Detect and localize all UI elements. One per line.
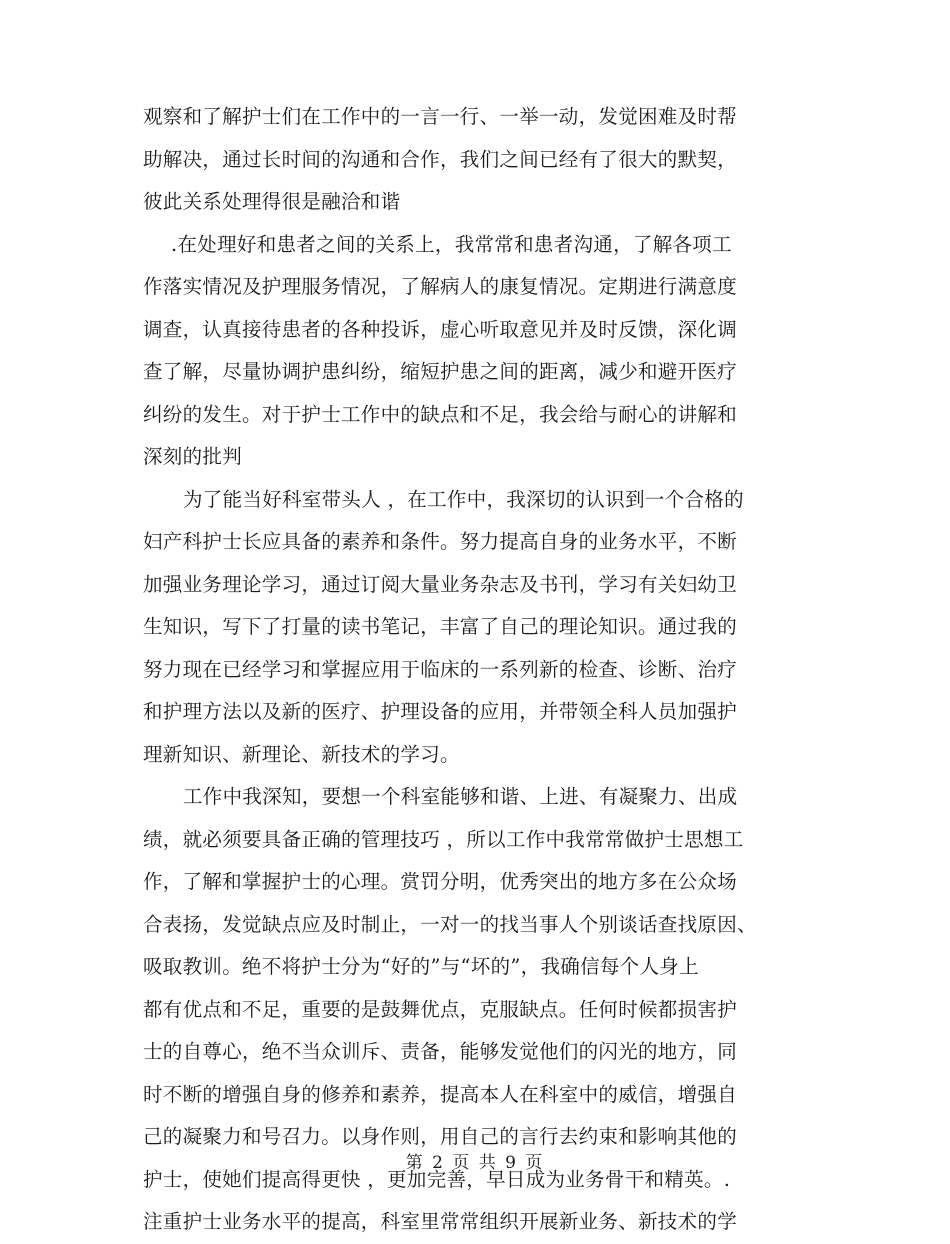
text-line: 加强业务理论学习，通过订阅大量业务杂志及书刊，学习有关妇幼卫 [143,572,738,596]
text-line: 理新知识、新理论、新技术的学习。 [143,742,460,766]
text-line: 作，了解和掌握护士的心理。赏罚分明，优秀突出的地方多在公众场 [143,870,738,893]
text-line: 注重护士业务水平的提高，科室里常常组织开展新业务、新技术的学 [143,1210,738,1233]
text-line: 生知识，写下了打量的读书笔记，丰富了自己的理论知识。通过我的 [143,615,738,638]
text-line: 护士，使她们提高得更快 ，更加完善，早日成为业务骨干和精英。. [143,1167,731,1191]
text-line: 调查，认真接待患者的各种投诉，虚心听取意见并及时反馈，深化调 [143,317,738,341]
text-line: 时不断的增强自身的修养和素养，提高本人在科室中的威信，增强自 [143,1082,738,1106]
text-line: 吸取教训。绝不将护士分为“好的”与“坏的”，我确信每个人身上 [143,955,699,978]
text-line: 查了解，尽量协调护患纠纷，缩短护患之间的距离，减少和避开医疗 [143,360,738,383]
text-line: 和护理方法以及新的医疗、护理设备的应用，并带领全科人员加强护 [143,700,738,723]
text-line: 纠纷的发生。对于护士工作中的缺点和不足，我会给与耐心的讲解和 [143,402,738,426]
text-line: 绩，就必须要具备正确的管理技巧 ，所以工作中我常常做护士思想工 [143,827,744,851]
text-line: .在处理好和患者之间的关系上，我常常和患者沟通，了解各项工 [171,232,732,256]
text-line: 助解决，通过长时间的沟通和合作，我们之间已经有了很大的默契， [143,147,738,171]
text-line: 士的自尊心，绝不当众训斥、责备，能够发觉他们的闪光的地方，同 [143,1040,738,1063]
page-number-footer: 第 2 页 共 9 页 [405,1153,545,1173]
text-line: 己的凝聚力和号召力。以身作则，用自己的言行去约束和影响其他的 [143,1125,738,1148]
text-line: 工作中我深知，要想一个科室能够和谐、上进、有凝聚力、出成 [183,785,738,808]
text-line: 为了能当好科室带头人 ，在工作中，我深切的认识到一个合格的 [183,487,744,511]
text-line: 妇产科护士长应具备的素养和条件。努力提高自身的业务水平，不断 [143,530,738,553]
text-line: 努力现在已经学习和掌握应用于临床的一系列新的检查、诊断、治疗 [143,657,738,681]
text-line: 作落实情况及护理服务情况，了解病人的康复情况。定期进行满意度 [143,275,738,298]
text-line: 观察和了解护士们在工作中的一言一行、一举一动，发觉困难及时帮 [143,105,738,128]
text-line: 合表扬，发觉缺点应及时制止，一对一的找当事人个别谈话查找原因、 [143,912,757,936]
text-line: 深刻的批判 [143,445,243,468]
document-body [143,96,811,1244]
text-line: 都有优点和不足，重要的是鼓舞优点，克服缺点。任何时候都损害护 [143,997,738,1021]
text-line: 彼此关系处理得很是融洽和谐 [143,190,401,213]
